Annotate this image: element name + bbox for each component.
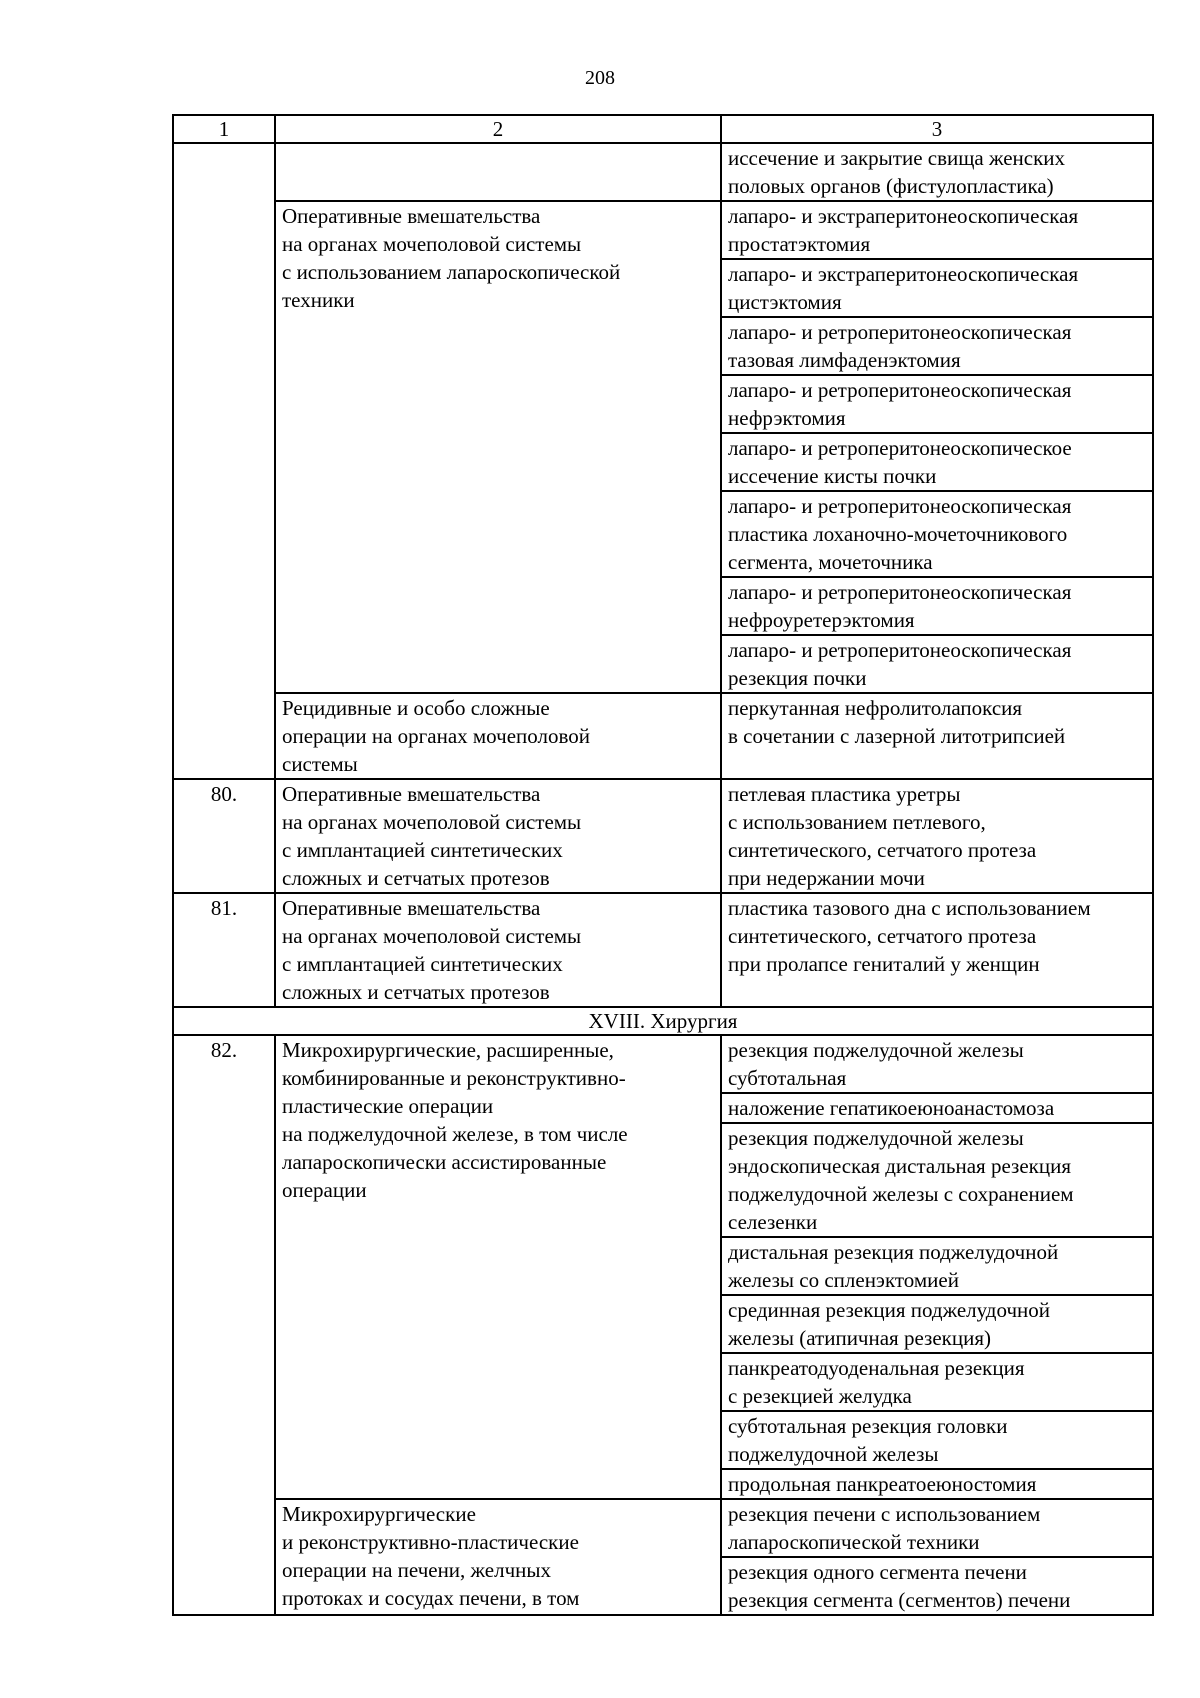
- section-row: [173, 1007, 1153, 1035]
- procedure-method: срединная резекция поджелудочной железы (атипичная резекция): [721, 1295, 1153, 1353]
- table-row: [173, 693, 1153, 779]
- section-heading: XVIII. Хирургия: [173, 1007, 1153, 1035]
- row-number: [173, 143, 275, 779]
- procedure-method: наложение гепатикоеюноанастомоза: [721, 1093, 1153, 1123]
- procedure-group: Микрохирургические и реконструктивно-пластические операции на печени, желчных протоках и сосудах печени, в том: [275, 1499, 721, 1615]
- table-row: [173, 143, 1153, 201]
- procedure-method: лапаро- и ретроперитонеоскопическая пластика лоханочно-мочеточникового сегмента, мочеточника: [721, 491, 1153, 577]
- procedure-method: дистальная резекция поджелудочной железы со спленэктомией: [721, 1237, 1153, 1295]
- procedure-method: лапаро- и ретроперитонеоскопическое иссечение кисты почки: [721, 433, 1153, 491]
- header-col-3: 3: [721, 115, 1153, 143]
- procedure-group: Оперативные вмешательства на органах мочеполовой системы с использованием лапароскопической техники: [275, 201, 721, 693]
- procedure-method: лапаро- и ретроперитонеоскопическая нефроуретерэктомия: [721, 577, 1153, 635]
- row-number: 80.: [173, 779, 275, 893]
- row-number: 81.: [173, 893, 275, 1007]
- header-row: [173, 115, 1153, 143]
- procedures-table: [172, 114, 1154, 1616]
- procedure-method: резекция поджелудочной железы эндоскопическая дистальная резекция поджелудочной железы с сохранением селезенки: [721, 1123, 1153, 1237]
- procedure-method: резекция печени с использованием лапароскопической техники: [721, 1499, 1153, 1557]
- procedure-group: Рецидивные и особо сложные операции на органах мочеполовой системы: [275, 693, 721, 779]
- procedure-method: лапаро- и экстраперитонеоскопическая цистэктомия: [721, 259, 1153, 317]
- procedure-method: лапаро- и экстраперитонеоскопическая простатэктомия: [721, 201, 1153, 259]
- procedure-method: перкутанная нефролитолапоксия в сочетании с лазерной литотрипсией: [721, 693, 1153, 779]
- header-col-1: 1: [173, 115, 275, 143]
- procedure-group: Оперативные вмешательства на органах мочеполовой системы с имплантацией синтетических сложных и сетчатых протезов: [275, 893, 721, 1007]
- table-row: [173, 779, 1153, 893]
- procedure-group: Оперативные вмешательства на органах мочеполовой системы с имплантацией синтетических сложных и сетчатых протезов: [275, 779, 721, 893]
- header-col-2: 2: [275, 115, 721, 143]
- page-number: 208: [585, 67, 615, 89]
- procedure-method: продольная панкреатоеюностомия: [721, 1469, 1153, 1499]
- procedure-method: лапаро- и ретроперитонеоскопическая тазовая лимфаденэктомия: [721, 317, 1153, 375]
- procedure-method: петлевая пластика уретры с использованием петлевого, синтетического, сетчатого протеза при недержании мочи: [721, 779, 1153, 893]
- table-row: [173, 1499, 1153, 1557]
- procedure-method: резекция поджелудочной железы субтотальная: [721, 1035, 1153, 1093]
- procedure-method: резекция одного сегмента печени резекция сегмента (сегментов) печени: [721, 1557, 1153, 1615]
- table-row: [173, 201, 1153, 259]
- procedure-method: лапаро- и ретроперитонеоскопическая нефрэктомия: [721, 375, 1153, 433]
- procedure-method: панкреатодуоденальная резекция с резекцией желудка: [721, 1353, 1153, 1411]
- procedure-method: пластика тазового дна с использованием синтетического, сетчатого протеза при пролапсе гениталий у женщин: [721, 893, 1153, 1007]
- procedure-group: Микрохирургические, расширенные, комбинированные и реконструктивно- пластические операции на поджелудочной железе, в том числе лапароскопически ассистированные операции: [275, 1035, 721, 1499]
- table-row: [173, 1035, 1153, 1093]
- procedure-method: лапаро- и ретроперитонеоскопическая резекция почки: [721, 635, 1153, 693]
- row-number: 82.: [173, 1035, 275, 1615]
- procedure-method: субтотальная резекция головки поджелудочной железы: [721, 1411, 1153, 1469]
- table-row: [173, 893, 1153, 1007]
- procedure-method: иссечение и закрытие свища женских половых органов (фистулопластика): [721, 143, 1153, 201]
- procedure-group: [275, 143, 721, 201]
